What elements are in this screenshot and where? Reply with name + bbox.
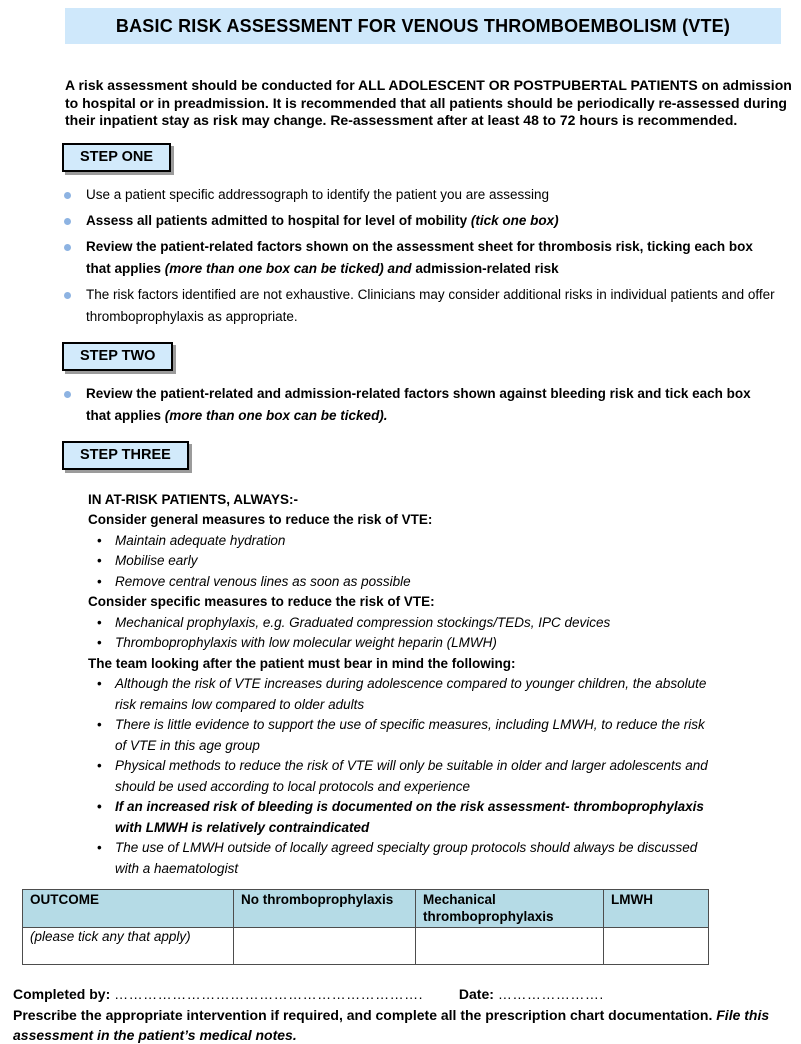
- step-two-label: STEP TWO: [80, 347, 156, 364]
- footer: [13, 986, 795, 1044]
- team-heading: The team looking after the patient must bear in mind the following:: [88, 655, 516, 671]
- tick-cell-lmwh[interactable]: [604, 928, 709, 965]
- step-one-box: [62, 143, 171, 172]
- no-prophylaxis-header-cell: No thromboprophylaxis: [234, 890, 416, 928]
- completed-by-field[interactable]: ……………………………………………………….: [114, 986, 424, 1003]
- date-label: Date:: [458, 986, 494, 1003]
- step-two-box: [62, 342, 173, 371]
- document-title-band: [65, 8, 781, 44]
- signature-row: [13, 986, 795, 1002]
- team-consideration-item-bleeding-warning: • If an increased risk of bleeding is documented on the risk assessment- thromboprophylaxis with LMWH is relatively contraindicated: [88, 797, 713, 838]
- bullet-review-bleeding-risk: Review the patient-related and admission-related factors shown against bleeding risk and tick each box that applies (more than one box can be ticked).: [63, 383, 776, 427]
- completed-by-label: Completed by:: [13, 986, 111, 1003]
- outcome-table-header-row: [23, 890, 709, 928]
- general-measure-item: • Mobilise early: [88, 551, 713, 572]
- at-risk-heading: IN AT-RISK PATIENTS, ALWAYS:-: [88, 491, 299, 507]
- tick-cell-no-prophylaxis[interactable]: [234, 928, 416, 965]
- specific-measure-item: • Thromboprophylaxis with low molecular weight heparin (LMWH): [88, 633, 713, 654]
- specific-measure-item: • Mechanical prophylaxis, e.g. Graduated compression stockings/TEDs, IPC devices: [88, 613, 713, 634]
- page-title: BASIC RISK ASSESSMENT FOR VENOUS THROMBOEMBOLISM (VTE): [115, 15, 731, 36]
- lmwh-header-cell: LMWH: [604, 890, 709, 928]
- bullet-review-thrombosis-risk: Review the patient-related factors shown on the assessment sheet for thrombosis risk, ticking each box that applies (more than one box can be ticked) and admission-related risk: [63, 236, 776, 280]
- step-three-box: [62, 441, 189, 470]
- tick-cell-mechanical[interactable]: [416, 928, 604, 965]
- general-measure-item: • Maintain adequate hydration: [88, 531, 713, 552]
- general-measures-heading: Consider general measures to reduce the risk of VTE:: [88, 512, 433, 528]
- bullet-risk-factors-not-exhaustive: The risk factors identified are not exhaustive. Clinicians may consider additional risks in individual patients and offer thromboprophylaxis as appropriate.: [63, 284, 776, 328]
- specific-measures-list: [88, 613, 713, 654]
- outcome-tick-row: [23, 928, 709, 965]
- step-three-label: STEP THREE: [80, 446, 171, 463]
- team-consideration-item: • Physical methods to reduce the risk of VTE will only be suitable in older and larger adolescents and should be used according to local protocols and experience: [88, 756, 713, 797]
- tick-row-label: (please tick any that apply): [23, 928, 234, 965]
- outcome-table: [22, 889, 709, 965]
- step-one-label: STEP ONE: [80, 148, 154, 165]
- team-considerations-list: [88, 674, 713, 879]
- team-consideration-item: • There is little evidence to support the use of specific measures, including LMWH, to reduce the risk of VTE in this age group: [88, 715, 713, 756]
- intro-paragraph: A risk assessment should be conducted for ALL ADOLESCENT OR POSTPUBERTAL PATIENTS on admission to hospital or in preadmission. It is recommended that all patients should be periodically re-assessed during their inpatient stay as risk may change. Re-assessment after at least 48 to 72 hours is recommended.: [65, 77, 792, 129]
- bullet-addressograph: Use a patient specific addressograph to identify the patient you are assessing: [63, 184, 776, 206]
- general-measures-list: [88, 531, 713, 593]
- step-three-content: [88, 490, 713, 880]
- team-consideration-item: • The use of LMWH outside of locally agreed specialty group protocols should always be discussed with a haematologist: [88, 838, 713, 879]
- step-one-bullet-list: [0, 184, 801, 328]
- step-two-bullet-list: [0, 383, 801, 427]
- mechanical-header-cell: Mechanical thromboprophylaxis: [416, 890, 604, 928]
- general-measure-item: • Remove central venous lines as soon as possible: [88, 572, 713, 593]
- date-field[interactable]: ………………….: [497, 986, 604, 1003]
- specific-measures-heading: Consider specific measures to reduce the risk of VTE:: [88, 594, 435, 610]
- outcome-header-cell: OUTCOME: [23, 890, 234, 928]
- team-consideration-item: • Although the risk of VTE increases during adolescence compared to younger children, the absolute risk remains low compared to older adults: [88, 674, 713, 715]
- bullet-assess-mobility: Assess all patients admitted to hospital for level of mobility (tick one box): [63, 210, 776, 232]
- prescribe-instruction: Prescribe the appropriate intervention if required, and complete all the prescription chart documentation. File this assessment in the patient’s medical notes.: [13, 1007, 770, 1044]
